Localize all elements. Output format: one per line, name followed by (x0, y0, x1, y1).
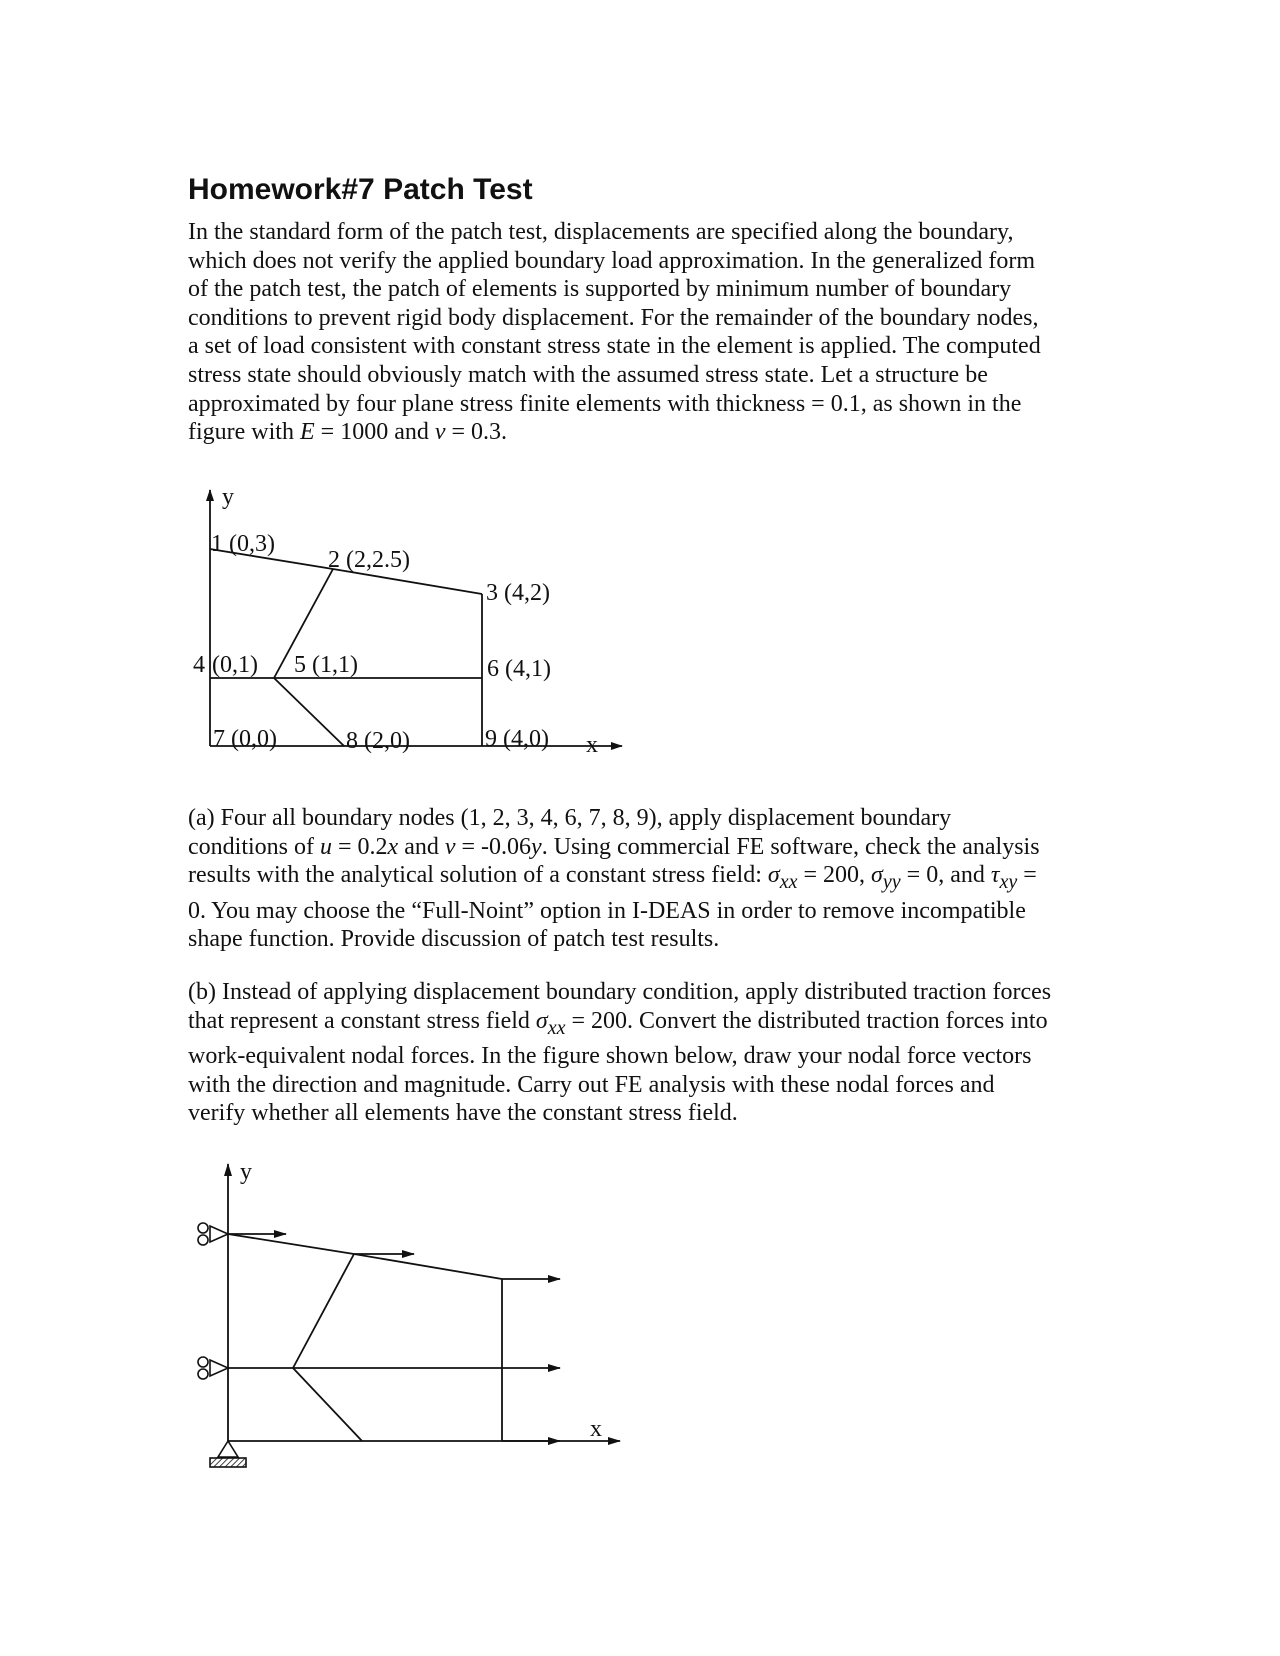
axis-label-y: y (240, 1159, 252, 1185)
text-fragment: = (1017, 862, 1037, 889)
part-a-line: shape function. Provide discussion of patch test results. (188, 926, 720, 953)
text-fragment: that represent a constant stress field (188, 1007, 536, 1034)
subscript-xy: xy (999, 870, 1018, 893)
node-label: 7 (0,0) (213, 726, 277, 752)
text-fragment: results with the analytical solution of a constant stress field: (188, 862, 768, 889)
text-fragment: . Using commercial FE software, check the analysis (541, 833, 1040, 860)
intro-line: stress state should obviously match with the assumed stress state. Let a structure be (188, 361, 988, 388)
node-label: 8 (2,0) (346, 728, 410, 754)
element-edge (274, 569, 333, 678)
intro-line: which does not verify the applied boundary load approximation. In the generalized form (188, 247, 1036, 274)
node-label: 5 (1,1) (294, 652, 358, 678)
roller-support-icon (198, 1357, 228, 1379)
axis-label-x: x (586, 732, 598, 758)
element-edge (293, 1254, 354, 1368)
symbol-sigma: σ (871, 862, 883, 889)
subscript-xx: xx (547, 1016, 566, 1039)
element-edge (274, 678, 344, 746)
text-fragment: = 0.3. (445, 419, 508, 446)
symbol-nu: ν (434, 419, 446, 446)
pin-support-icon (210, 1441, 246, 1467)
part-b-line: with the direction and magnitude. Carry out FE analysis with these nodal forces and (188, 1071, 995, 1098)
part-a-line: 0. You may choose the “Full-Noint” option in I-DEAS in order to remove incompatible (188, 897, 1026, 924)
text-fragment: = 0, and (900, 862, 991, 889)
element-edge (333, 569, 482, 594)
text-fragment: = 1000 and (314, 419, 435, 446)
part-a-line (188, 861, 1088, 896)
node-label: 4 (193, 652, 205, 678)
intro-line: In the standard form of the patch test, displacements are specified along the boundary, (188, 219, 1014, 245)
subscript-xx: xx (779, 870, 798, 893)
symbol-v: v (444, 833, 456, 860)
roller-support-icon (198, 1223, 228, 1245)
axis-label-y: y (222, 484, 234, 510)
intro-paragraph (188, 218, 1088, 447)
part-b-line: verify whether all elements have the constant stress field. (188, 1100, 738, 1127)
symbol-sigma: σ (535, 1007, 548, 1034)
part-b-line: (b) Instead of applying displacement boundary condition, apply distributed traction forces (188, 979, 1052, 1005)
page-title: Homework#7 Patch Test (188, 173, 533, 206)
text-fragment: = -0.06 (455, 833, 532, 860)
node-label: 6 (4,1) (487, 656, 551, 682)
element-edge (228, 1234, 354, 1254)
intro-line: of the patch test, the patch of elements is supported by minimum number of boundary (188, 276, 1012, 303)
node-label: 9 (4,0) (485, 726, 549, 752)
part-a-line: (a) Four all boundary nodes (1, 2, 3, 4, 6, 7, 8, 9), apply displacement boundary (188, 805, 952, 831)
part-a-paragraph (188, 804, 1088, 954)
text-fragment: and (398, 833, 445, 860)
symbol-tau: τ (990, 862, 1000, 889)
intro-line: approximated by four plane stress finite elements with thickness = 0.1, as shown in the (188, 390, 1022, 417)
node-label: 3 (4,2) (486, 580, 550, 606)
axis-label-x: x (590, 1416, 602, 1442)
symbol-u: u (320, 833, 332, 860)
text-fragment: conditions of (188, 833, 320, 860)
part-b-paragraph (188, 978, 1088, 1128)
text-fragment: = 0.2 (332, 833, 388, 860)
part-b-line: work-equivalent nodal forces. In the figure shown below, draw your nodal force vectors (188, 1042, 1032, 1069)
node-label: 1 (0,3) (211, 531, 275, 557)
subscript-yy: yy (882, 870, 901, 893)
intro-line-last (188, 418, 1088, 447)
intro-line: conditions to prevent rigid body displacement. For the remainder of the boundary nodes, (188, 304, 1039, 331)
part-b-line (188, 1007, 1088, 1042)
part-a-line (188, 833, 1088, 862)
element-edge (293, 1368, 362, 1441)
text-fragment: = 200, (797, 862, 872, 889)
element-edge (354, 1254, 502, 1279)
node-label: (0,1) (212, 652, 258, 678)
intro-line: a set of load consistent with constant stress state in the element is applied. The computed (188, 333, 1041, 360)
node-label: 2 (2,2.5) (328, 547, 410, 573)
symbol-y: y (531, 833, 542, 860)
text-fragment: figure with (188, 419, 300, 446)
symbol-x: x (387, 833, 399, 860)
symbol-sigma: σ (767, 862, 780, 889)
text-fragment: = 200. Convert the distributed traction forces into (565, 1007, 1048, 1034)
element-edge (210, 549, 333, 569)
symbol-E: E (299, 419, 315, 446)
